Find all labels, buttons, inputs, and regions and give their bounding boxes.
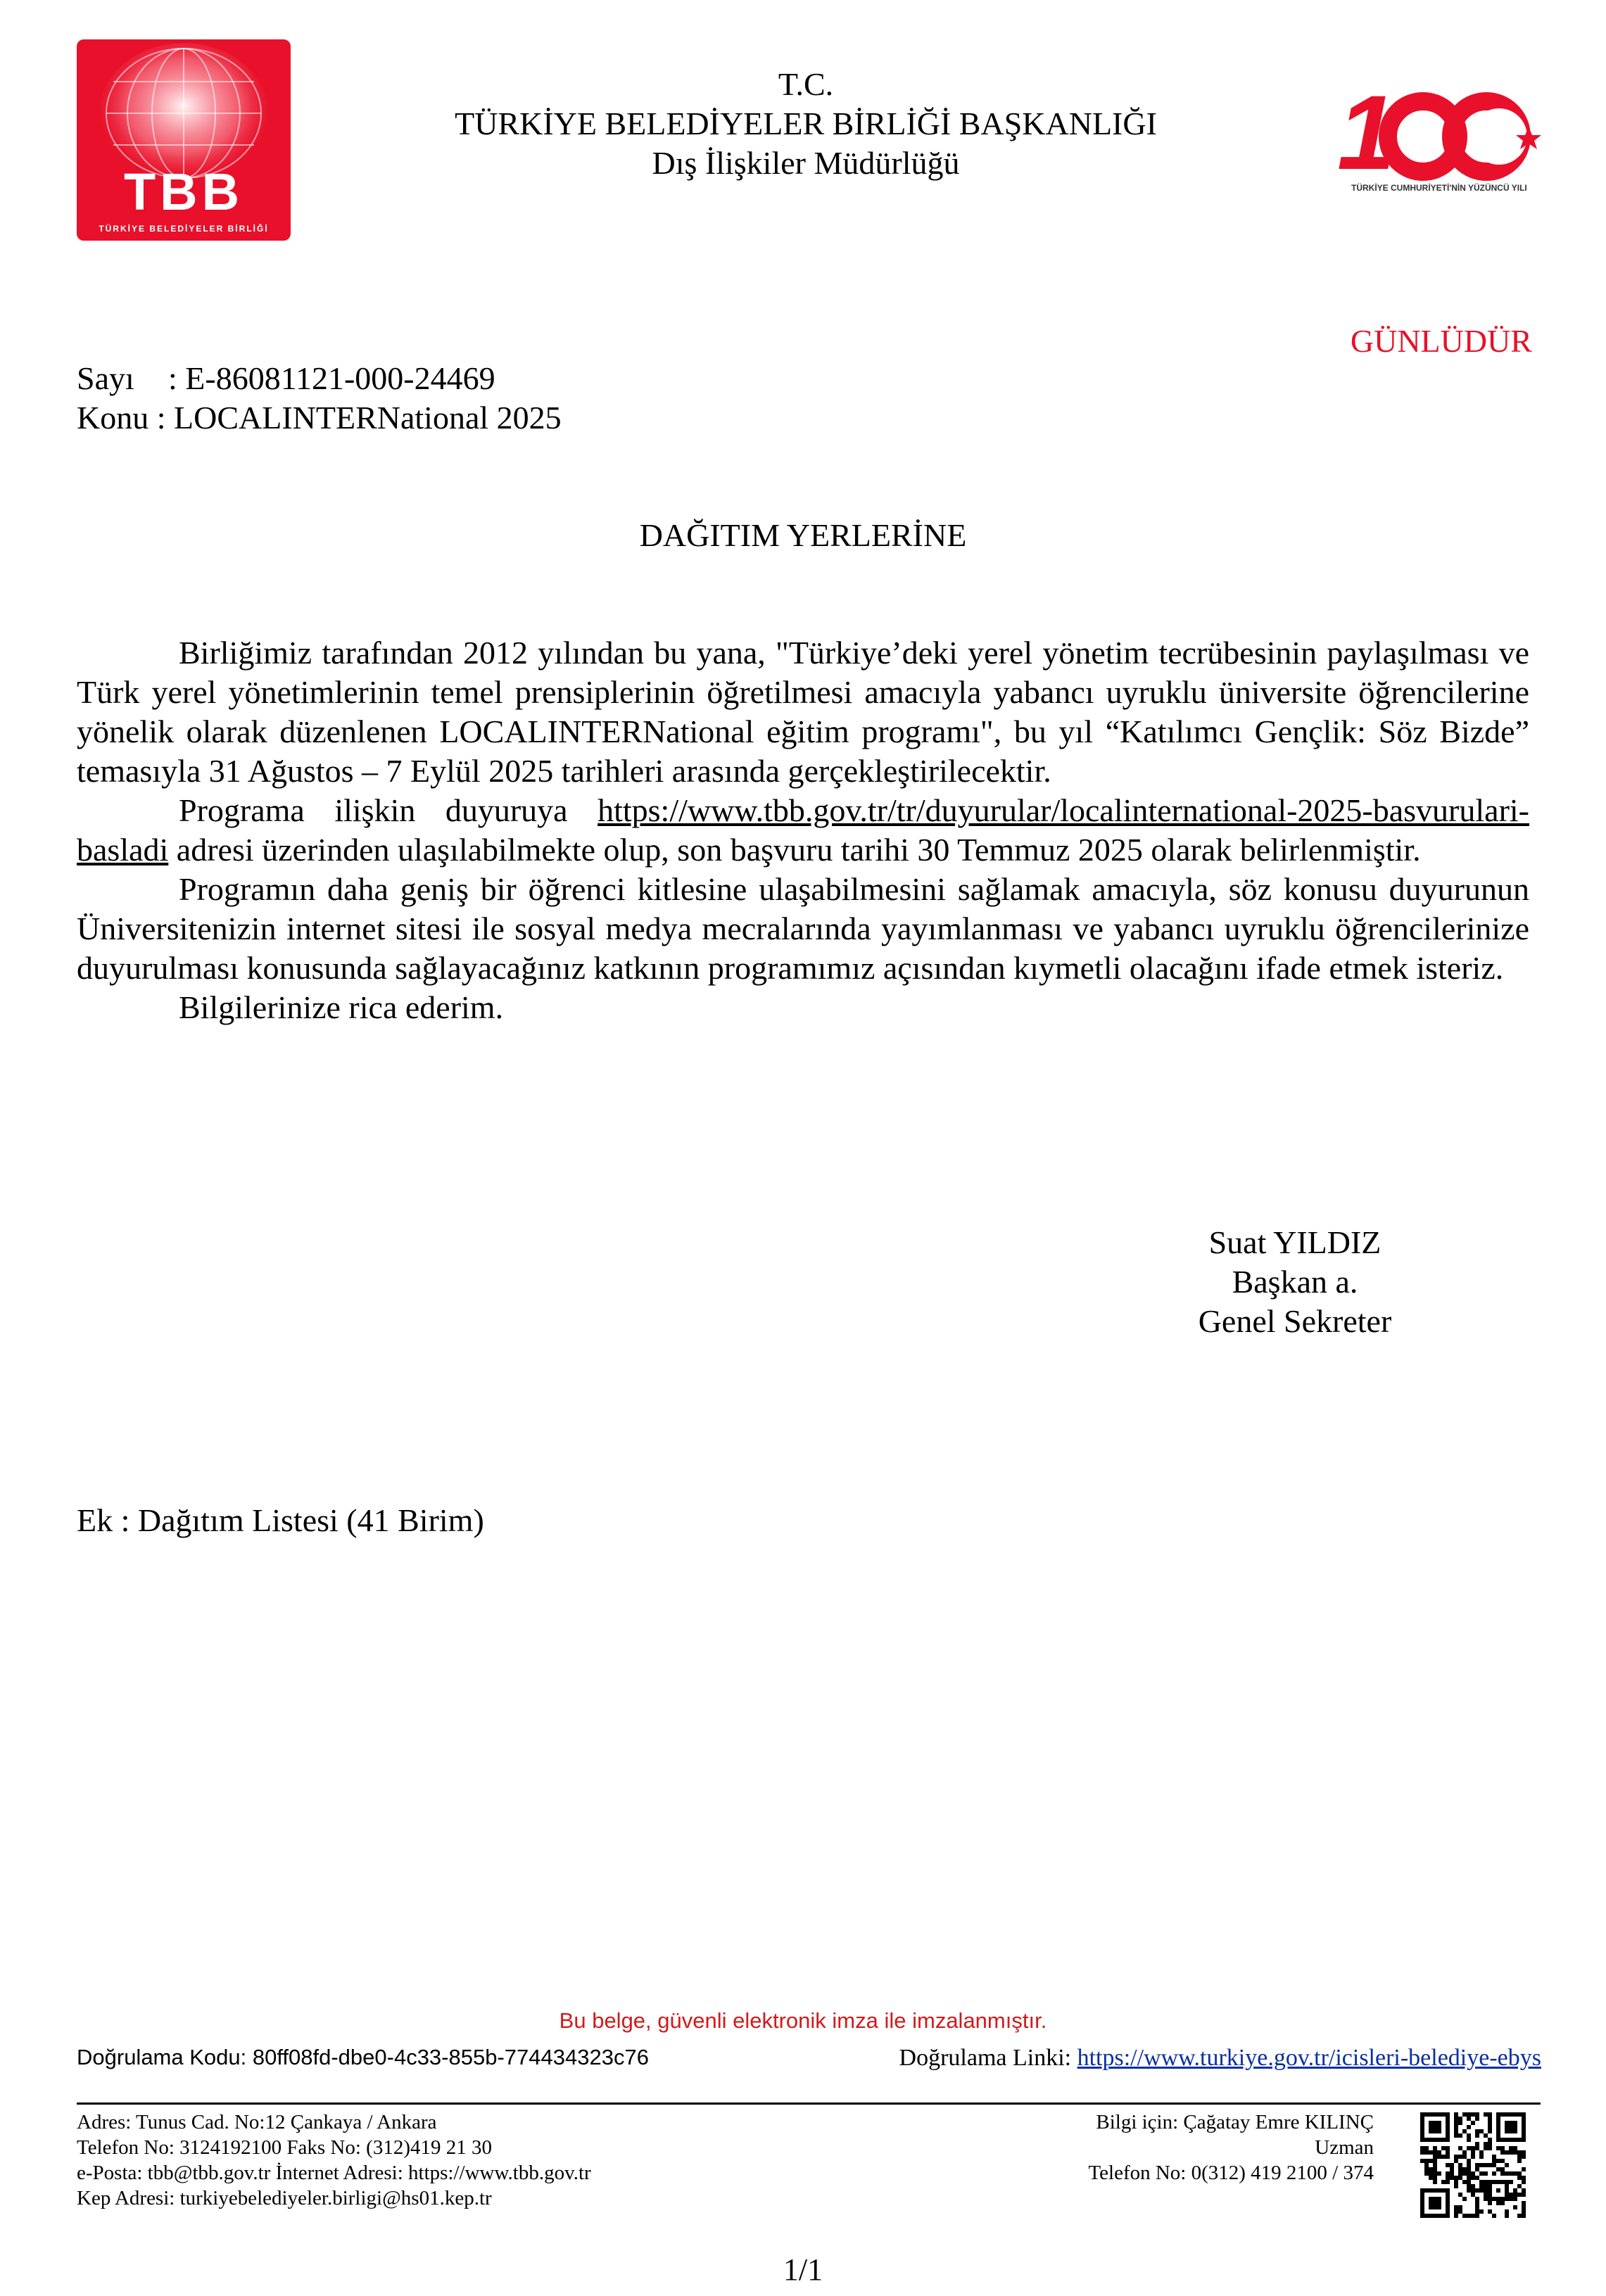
sayi-value: : E-86081121-000-24469 [168,360,495,396]
body-paragraph-3: Programın daha geniş bir öğrenci kitlesine ulaşabilmesini sağlamak amacıyla, söz konusu duyurunun Üniversitenizin internet sitesi ile sosyal medya mecralarında yayımlanması ve yabancı uyruklu öğrencilerinize duyurulması konusunda sağlayacağınız katkının programımız açısından kıymetli olacağını ifade etmek isteriz. [77,871,1529,986]
verification-link[interactable]: https://www.turkiye.gov.tr/icisleri-belediye-ebys [1077,2045,1541,2071]
header-line-department: Dış İlişkiler Müdürlüğü [652,145,960,181]
tbb-logo [77,39,291,241]
body-p2-before: Programa ilişkin duyuruya [179,792,598,828]
letterhead [394,65,1218,183]
footer-info-name: Bilgi için: Çağatay Emre KILINÇ [1096,2111,1374,2133]
distribution-title: DAĞITIM YERLERİNE [639,517,967,553]
letter-body [77,633,1529,1027]
page-number: 1/1 [783,2252,823,2287]
body-paragraph-4: Bilgilerinize rica ederim. [179,989,504,1025]
signatory-name: Suat YILDIZ [1208,1224,1381,1260]
footer-info-phone: Telefon No: 0(312) 419 2100 / 374 [1088,2162,1374,2184]
centenary-logo [1323,77,1548,204]
header-line-institution: TÜRKİYE BELEDİYELER BİRLİĞİ BAŞKANLIĞI [455,106,1157,141]
body-p2-after: adresi üzerinden ulaşılabilmekte olup, son başvuru tarihi 30 Temmuz 2025 olarak belirlenmiştir. [168,832,1421,868]
sayi-row [77,359,562,398]
footer-phone: Telefon No: 3124192100 Faks No: (312)419 21 30 [77,2136,492,2159]
logo-text: TBB [123,163,244,221]
qr-code-icon [1420,2112,1526,2218]
konu-row [77,398,562,438]
centenary-caption: TÜRKİYE CUMHURİYETİ'NİN YÜZÜNCÜ YILI [1351,183,1527,193]
footer-email-web: e-Posta: tbb@tbb.gov.tr İnternet Adresi: https://www.tbb.gov.tr [77,2162,591,2184]
attachment-note: Ek : Dağıtım Listesi (41 Birim) [77,1502,484,1538]
body-paragraph-2 [77,791,1529,870]
verification-code: Doğrulama Kodu: 80ff08fd-dbe0-4c33-855b-774434323c76 [77,2045,649,2069]
verification-link-label: Doğrulama Linki: [899,2045,1077,2071]
urgency-label: GÜNLÜDÜR [1350,323,1532,359]
body-paragraph-1: Birliğimiz tarafından 2012 yılından bu yana, "Türkiye’deki yerel yönetim tecrübesinin paylaşılması ve Türk yerel yönetimlerinin temel prensiplerinin öğretilmesi amacıyla yabancı uyruklu üniversite öğrencilerine yönelik olarak düzenlenen LOCALINTERNational eğitim programı", bu yıl “Katılımcı Gençlik: Söz Bizde” temasıyla 31 Ağustos – 7 Eylül 2025 tarihleri arasında gerçekleştirilecektir. [77,635,1529,789]
footer-divider [77,2102,1541,2105]
esign-note: Bu belge, güvenli elektronik imza ile imzalanmıştır. [559,2008,1047,2033]
announcement-link[interactable]: https://www.tbb.gov.tr/tr/duyurular/localinternational-2025-basvurulari-basladi [77,792,1529,868]
footer-info-title: Uzman [1315,2136,1374,2159]
logo-subtext: TÜRKİYE BELEDİYELER BİRLİĞİ [99,224,269,234]
header-line-tc: T.C. [778,66,834,102]
footer-info [1088,2110,1374,2186]
footer-kep: Kep Adresi: turkiyebelediyeler.birligi@hs01.kep.tr [77,2187,492,2209]
signatory-title-1: Başkan a. [1232,1264,1358,1300]
sayi-label: Sayı [77,360,134,396]
konu-value: : LOCALINTERNational 2025 [156,400,562,436]
signatory-title-2: Genel Sekreter [1198,1303,1392,1339]
svg-text:1: 1 [1337,77,1396,183]
document-meta [77,359,562,438]
footer-address: Adres: Tunus Cad. No:12 Çankaya / Ankara [77,2111,437,2133]
centenary-100-icon [1323,77,1548,183]
konu-label: Konu [77,400,149,436]
footer-contact [77,2110,591,2211]
signature-block [1119,1223,1471,1341]
verification-link-row [899,2045,1541,2072]
